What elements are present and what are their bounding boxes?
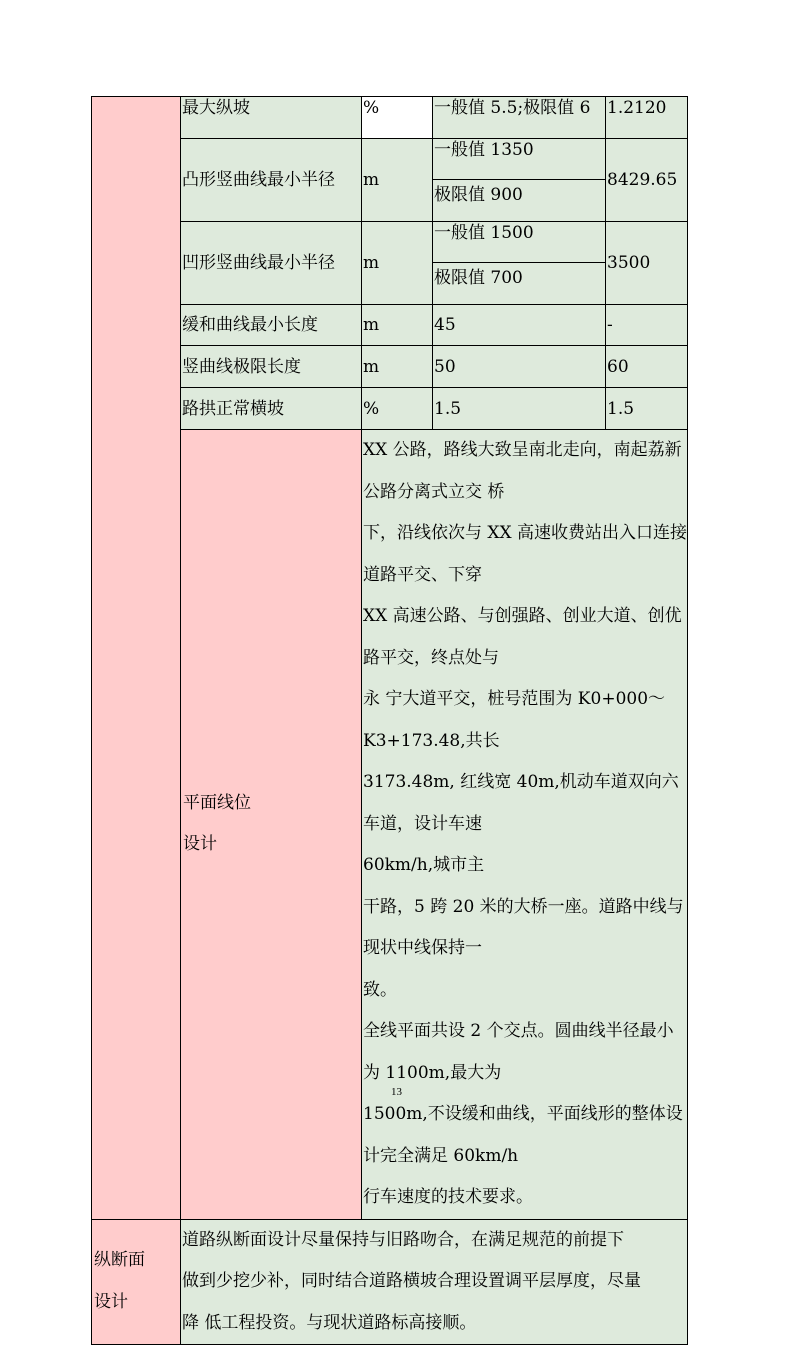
profile-design-label [92, 1219, 181, 1345]
standard-general-cell: 一般值 1500 [433, 222, 606, 263]
item-cell: 最大纵坡 [181, 97, 362, 139]
design-value-cell: 3500 [606, 222, 688, 305]
text-line: 永 宁大道平交，桩号范围为 K0+000～K3+173.48,共长 [363, 689, 666, 751]
design-value-cell: 1.2120 [606, 97, 688, 139]
item-cell: 缓和曲线最小长度 [181, 305, 362, 346]
item-cell: 凸形竖曲线最小半径 [181, 139, 362, 222]
text-line: 下，沿线依次与 XX 高速收费站出入口连接道路平交、下穿 [363, 523, 688, 585]
unit-cell: % [362, 97, 433, 139]
table-row [92, 97, 688, 139]
table-row [92, 305, 688, 346]
unit-cell: m [362, 139, 433, 222]
category-cell [92, 97, 181, 1220]
text-line: 全线平面共设 2 个交点。圆曲线半径最小为 1100m,最大为 [363, 1021, 674, 1083]
plan-design-label [181, 430, 362, 1220]
unit-cell: m [362, 346, 433, 388]
text-line: XX 公路，路线大致呈南北走向，南起荔新公路分离式立交 桥 [363, 440, 682, 502]
plan-design-label-line1: 平面线位 [183, 792, 251, 813]
item-cell: 凹形竖曲线最小半径 [181, 222, 362, 305]
design-value-cell: 60 [606, 346, 688, 388]
design-value-cell: 8429.65 [606, 139, 688, 222]
text-line: 3173.48m, 红线宽 40m,机动车道双向六车道，设计车速 [363, 772, 679, 834]
text-line: 致。 [363, 979, 397, 1000]
design-parameters-table [91, 96, 688, 1345]
text-line: 做到少挖少补，同时结合道路横坡合理设置调平层厚度，尽量 [182, 1271, 641, 1291]
profile-design-text [181, 1219, 688, 1345]
unit-cell: % [362, 388, 433, 430]
standard-cell: 50 [433, 346, 606, 388]
plan-design-text [362, 430, 688, 1220]
text-line: 1500m,不设缓和曲线，平面线形的整体设计完全满足 60km/h [363, 1104, 683, 1166]
table-row [92, 430, 688, 1220]
table-row [92, 222, 688, 263]
table-row [92, 1219, 688, 1345]
text-line: XX 高速公路、与创强路、创业大道、创优路平交，终点处与 [363, 606, 682, 668]
page-number: 13 [391, 1086, 402, 1098]
profile-design-label-line1: 纵断面 [94, 1250, 145, 1271]
plan-design-label-line2: 设计 [183, 834, 217, 855]
table-row [92, 388, 688, 430]
text-line: 行车速度的技术要求。 [363, 1187, 533, 1207]
design-value-cell: 1.5 [606, 388, 688, 430]
unit-cell: m [362, 222, 433, 305]
profile-design-label-line2: 设计 [94, 1291, 128, 1312]
text-line: 60km/h,城市主 [363, 855, 485, 875]
text-line: 降 低工程投资。与现状道路标高接顺。 [182, 1312, 477, 1333]
unit-cell: m [362, 305, 433, 346]
standard-cell: 1.5 [433, 388, 606, 430]
table-row [92, 346, 688, 388]
text-line: 干路，5 跨 20 米的大桥一座。道路中线与现状中线保持一 [363, 896, 684, 958]
table-row [92, 139, 688, 180]
text-line: 道路纵断面设计尽量保持与旧路吻合，在满足规范的前提下 [182, 1229, 624, 1250]
standard-limit-cell: 极限值 700 [433, 263, 606, 305]
standard-general-cell: 一般值 1350 [433, 139, 606, 180]
standard-limit-cell: 极限值 900 [433, 180, 606, 222]
item-cell: 路拱正常横坡 [181, 388, 362, 430]
design-value-cell: - [606, 305, 688, 346]
item-cell: 竖曲线极限长度 [181, 346, 362, 388]
standard-cell: 一般值 5.5;极限值 6 [433, 97, 606, 139]
standard-cell: 45 [433, 305, 606, 346]
